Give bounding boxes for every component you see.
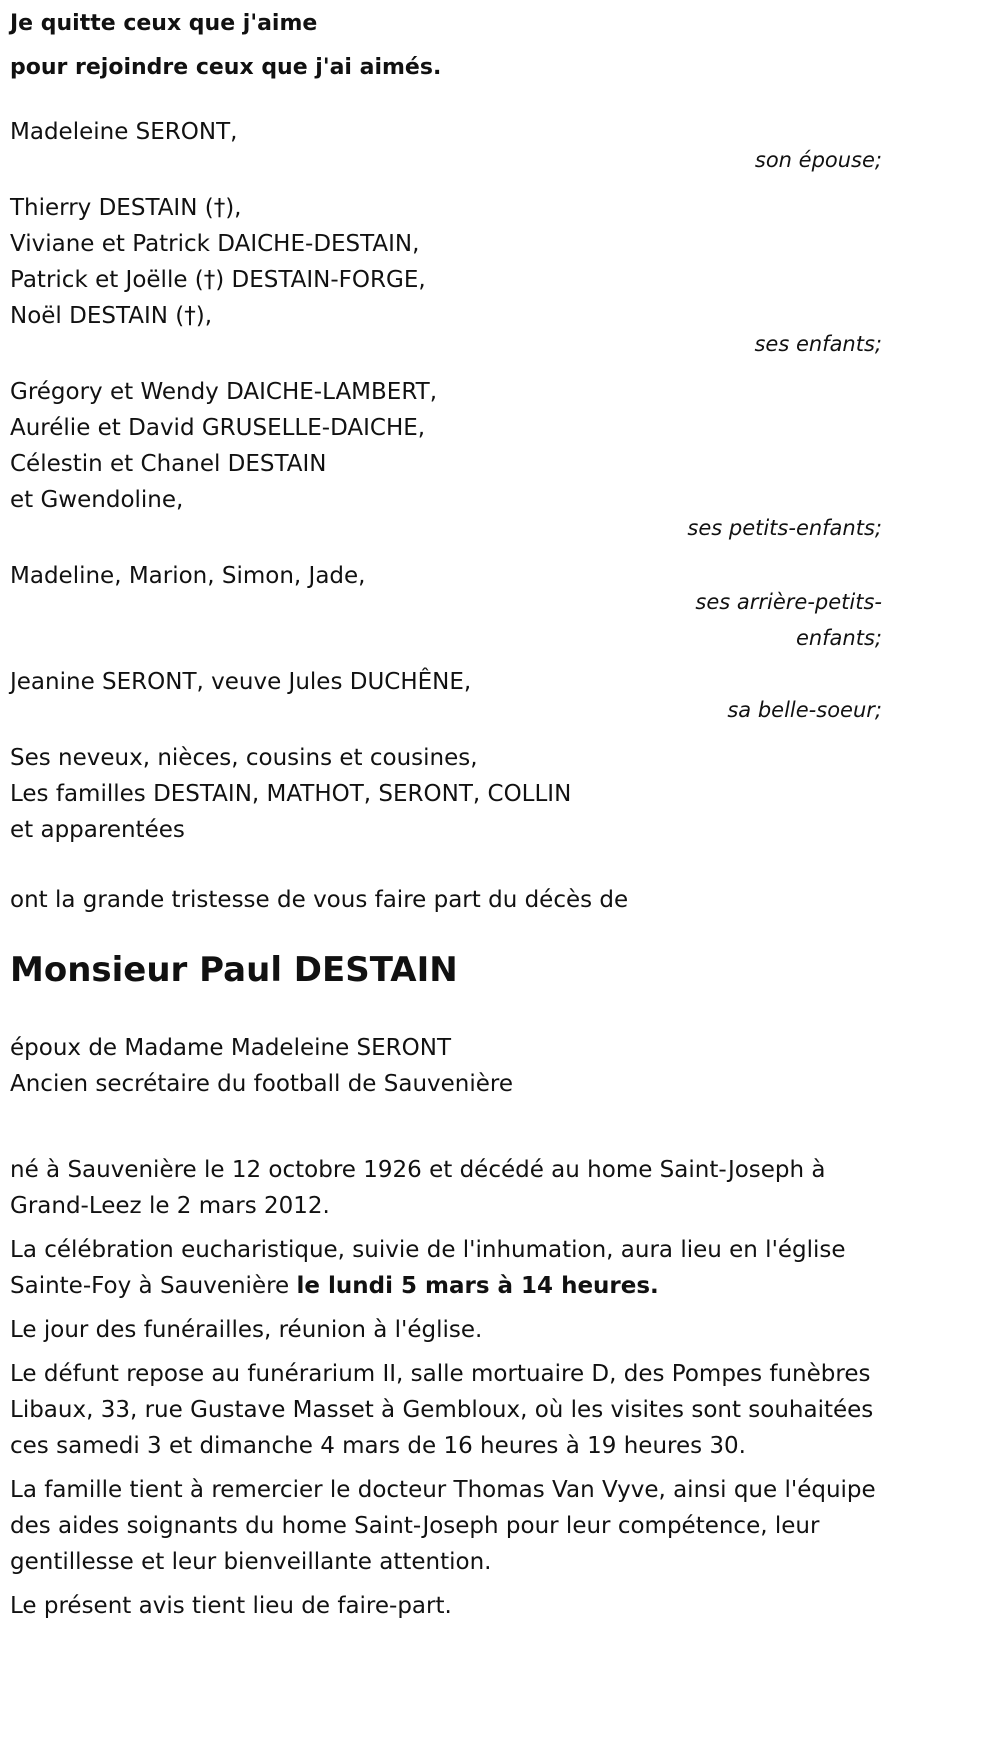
visitation-paragraph: Le défunt repose au funérarium II, salle mortuaire D, des Pompes funèbres Libaux, 33, rue Gustave Masset à Gembloux, où les visites sont souhaitées ces samedi 3 et dimanche 4 mars de 16 heures à 19 heures 30. — [10, 1361, 874, 1459]
family-group-extended — [10, 740, 882, 848]
relation-label: ses petits-enfants; — [687, 516, 882, 540]
epitaph-line: pour rejoindre ceux que j'ai aimés. — [10, 55, 442, 80]
bio-line: Ancien secrétaire du football de Sauvenière — [10, 1071, 514, 1097]
ceremony-text: La célébration eucharistique, suivie de l'inhumation, aura lieu en l'église Sainte-Foy à Sauvenière — [10, 1237, 846, 1299]
deceased-name: Monsieur Paul DESTAIN — [10, 950, 458, 990]
ceremony-date: le lundi 5 mars à 14 heures. — [296, 1273, 659, 1299]
relation-label — [10, 584, 882, 656]
family-member: Ses neveux, nièces, cousins et cousines, — [10, 745, 478, 771]
family-group-great-grandchildren — [10, 558, 882, 656]
ceremony-paragraph — [10, 1232, 882, 1304]
closing-paragraph: Le présent avis tient lieu de faire-part. — [10, 1593, 452, 1619]
family-member: et apparentées — [10, 817, 185, 843]
gathering-paragraph: Le jour des funérailles, réunion à l'église. — [10, 1317, 483, 1343]
birth-death-paragraph: né à Sauvenière le 12 octobre 1926 et décédé au home Saint-Joseph à Grand-Leez le 2 mars 2012. — [10, 1157, 826, 1219]
relation-label-line: ses arrière-petits- — [695, 590, 882, 614]
relation-label: ses enfants; — [754, 332, 882, 356]
family-group-spouse — [10, 114, 882, 178]
family-group-sister-in-law — [10, 664, 882, 728]
bio-line: époux de Madame Madeleine SERONT — [10, 1035, 452, 1061]
family-member: Madeline, Marion, Simon, Jade, — [10, 563, 366, 589]
family-member: Jeanine SERONT, veuve Jules DUCHÊNE, — [10, 669, 472, 695]
deceased-bio — [10, 1030, 882, 1102]
relation-label: son épouse; — [754, 148, 882, 172]
family-group-children — [10, 190, 882, 362]
family-member: Célestin et Chanel DESTAIN — [10, 451, 327, 477]
epitaph-line: Je quitte ceux que j'aime — [10, 11, 318, 36]
family-member: Madeleine SERONT, — [10, 119, 238, 145]
thanks-paragraph: La famille tient à remercier le docteur Thomas Van Vyve, ainsi que l'équipe des aides soignants du home Saint-Joseph pour leur compétence, leur gentillesse et leur bienveillante attention. — [10, 1477, 876, 1575]
family-member: Noël DESTAIN (†), — [10, 303, 213, 329]
relation-label-line: enfants; — [795, 626, 882, 650]
obituary-notice — [10, 0, 882, 1624]
family-member: Thierry DESTAIN (†), — [10, 195, 242, 221]
epitaph — [10, 0, 882, 90]
family-member: et Gwendoline, — [10, 487, 184, 513]
family-group-grandchildren — [10, 374, 882, 546]
family-member: Grégory et Wendy DAICHE-LAMBERT, — [10, 379, 438, 405]
family-list — [10, 114, 882, 848]
family-member: Les familles DESTAIN, MATHOT, SERONT, COLLIN — [10, 781, 572, 807]
announcement-intro: ont la grande tristesse de vous faire part du décès de — [10, 887, 629, 913]
family-member: Patrick et Joëlle (†) DESTAIN-FORGE, — [10, 267, 426, 293]
family-member: Viviane et Patrick DAICHE-DESTAIN, — [10, 231, 420, 257]
relation-label: sa belle-soeur; — [727, 698, 882, 722]
family-member: Aurélie et David GRUSELLE-DAICHE, — [10, 415, 426, 441]
